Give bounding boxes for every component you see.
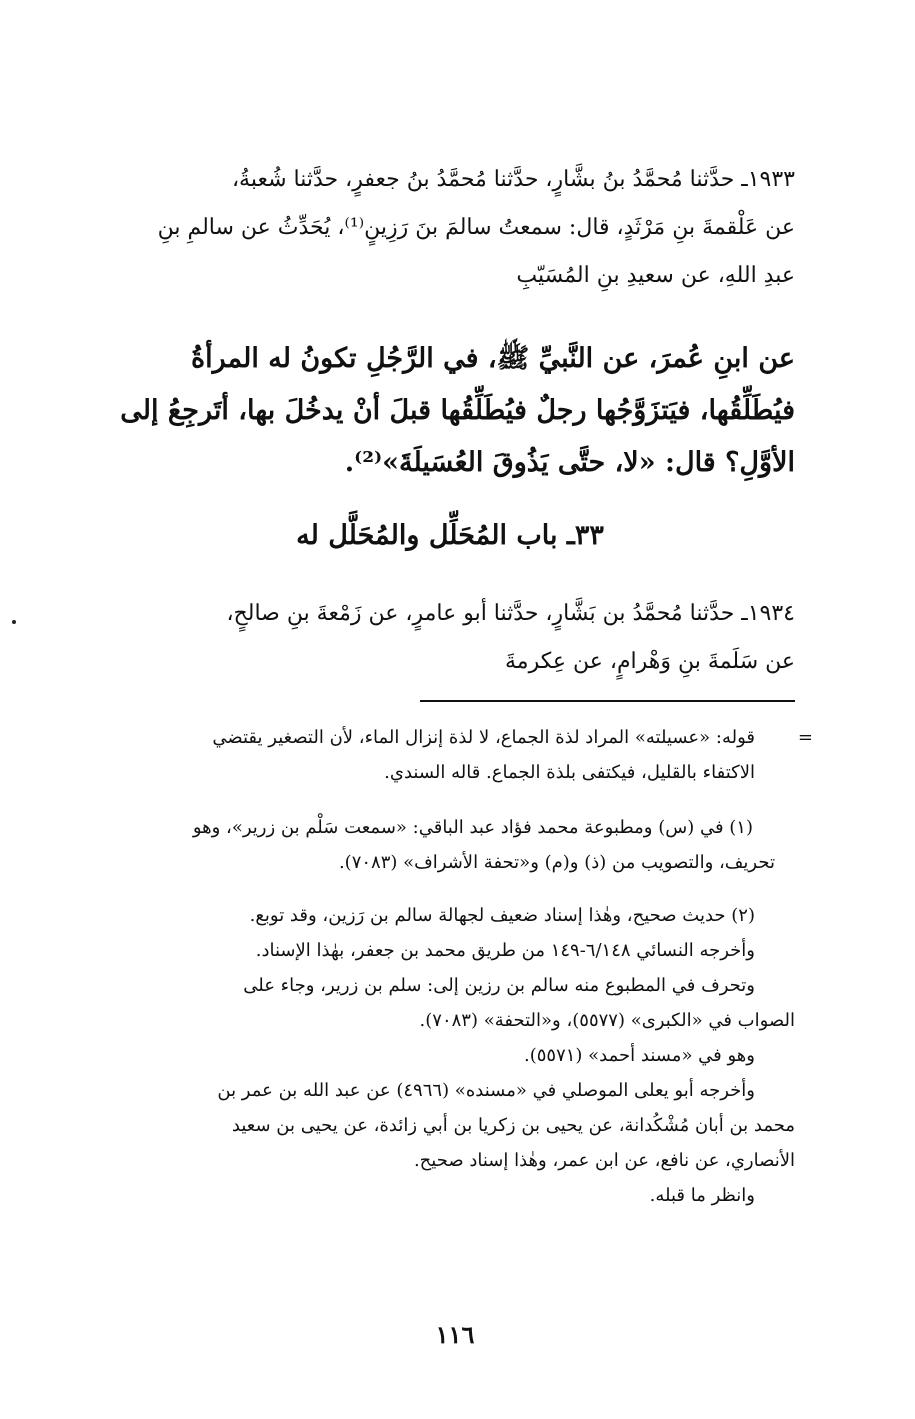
matn-line: عن ابنِ عُمرَ، عن النَّبيِّ ﷺ، في الرَّجُلِ تكونُ له المرأةُ xyxy=(190,343,795,374)
hadith-1934-isnad xyxy=(75,590,795,686)
footnote-line: الصواب في «الكبرى» (٥٥٧٧)، و«التحفة» (٧٠٨٣). xyxy=(419,1010,795,1031)
isnad-line: عن سَلَمةَ بنِ وَهْرامٍ، عن عِكرمةَ xyxy=(504,649,795,674)
footnote-2 xyxy=(80,898,795,1213)
chapter-heading: ٣٣ـ باب المُحَلِّل والمُحَلَّل له xyxy=(296,520,604,551)
footnote-line: وأخرجه أبو يعلى الموصلي في «مسنده» (٤٩٦٦) عن عبد الله بن عمر بن xyxy=(217,1080,755,1101)
page-number: ١١٦ xyxy=(435,1320,475,1349)
margin-dot xyxy=(12,620,16,624)
hadith-1933-matn xyxy=(75,333,795,489)
footnote-line: وهو في «مسند أحمد» (٥٥٧١). xyxy=(523,1045,755,1066)
footnote-line: وانظر ما قبله. xyxy=(649,1185,755,1206)
footnote-line: (١) في (س) ومطبوعة محمد فؤاد عبد الباقي: «سمعت سَلْم بن زرير»، وهو xyxy=(192,817,753,838)
footnote-continuation xyxy=(80,720,755,790)
isnad-line: عن عَلْقمةَ بنِ مَرْثَدٍ، قال: سمعتُ سالمَ بنَ رَزِينٍ⁽¹⁾، يُحَدِّثُ عن سالمِ بنِ xyxy=(157,215,795,240)
isnad-line: ١٩٣٤ـ حدَّثنا مُحمَّدُ بن بَشَّارٍ، حدَّثنا أبو عامرٍ، عن زَمْعةَ بنِ صالحٍ، xyxy=(226,601,795,626)
footnote-line: الاكتفاء بالقليل، فيكتفى بلذة الجماع. قاله السندي. xyxy=(384,762,755,783)
footnote-line: تحريف، والتصويب من (ذ) و(م) و«تحفة الأشراف» (٧٠٨٣). xyxy=(338,852,775,873)
footnote-line: (٢) حديث صحيح، وهٰذا إسناد ضعيف لجهالة سالم بن رَزين، وقد توبع. xyxy=(249,905,755,926)
matn-line: فيُطَلِّقُها، فيَتزَوَّجُها رجلٌ فيُطَلِّقُها قبلَ أنْ يدخُلَ بها، أتَرجِعُ إلى xyxy=(120,395,795,426)
continuation-mark: = xyxy=(797,727,813,748)
footnote-line: محمد بن أبان مُشْكُدانة، عن يحيى بن زكريا بن أبي زائدة، عن يحيى بن سعيد xyxy=(231,1115,795,1136)
footnote-line: الأنصاري، عن نافع، عن ابن عمر، وهٰذا إسناد صحيح. xyxy=(413,1150,795,1171)
footnote-1 xyxy=(80,810,775,880)
footnote-line: وتحرف في المطبوع منه سالم بن رزين إلى: سلم بن زرير، وجاء على xyxy=(243,975,755,996)
isnad-line: عبدِ اللهِ، عن سعيدِ بنِ المُسَيّبِ xyxy=(516,263,795,288)
isnad-line: ١٩٣٣ـ حدَّثنا مُحمَّدُ بنُ بشَّارٍ، حدَّثنا مُحمَّدُ بنُ جعفرٍ، حدَّثنا شُعبةُ، xyxy=(231,167,795,192)
footnote-line: وأخرجه النسائي ٦/١٤٨-١٤٩ من طريق محمد بن جعفر، بهٰذا الإسناد. xyxy=(255,940,755,961)
matn-line: الأوَّلِ؟ قال: «لا، حتَّى يَذُوقَ العُسَيلَةَ»⁽²⁾. xyxy=(344,447,795,478)
footnote-line: قوله: «عسيلته» المراد لذة الجماع، لا لذة إنزال الماء، لأن التصغير يقتضي xyxy=(212,727,755,748)
footnote-separator xyxy=(420,700,795,702)
hadith-1933-isnad xyxy=(75,156,795,300)
